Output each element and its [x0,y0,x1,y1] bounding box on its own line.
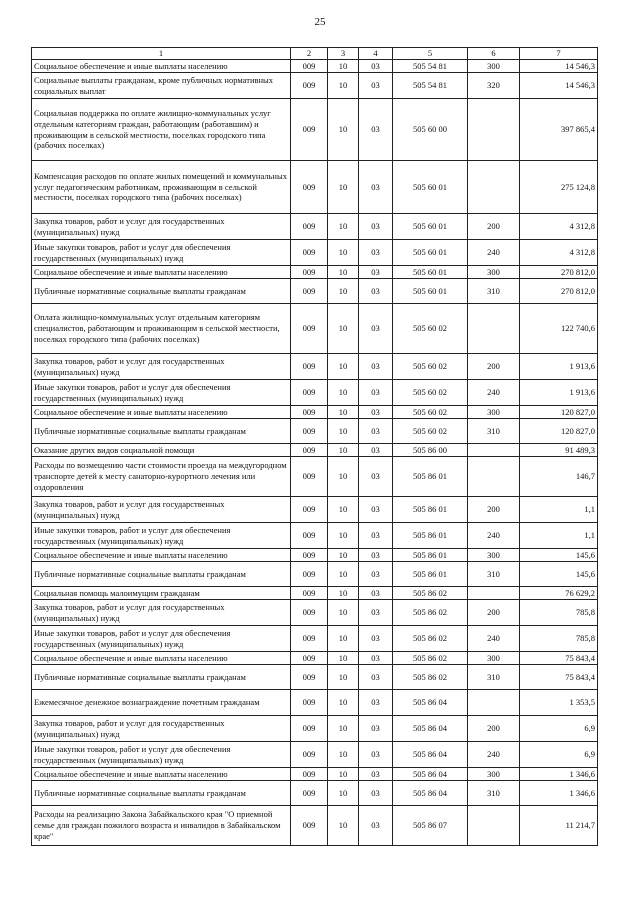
row-amount: 14 546,3 [520,73,598,99]
row-name-cell: Компенсация расходов по оплате жилых помещений и коммунальных услуг педагогическим работникам, проживающим в сельской местности, поселках городского типа (рабочих поселках) [32,161,291,214]
row-section-code: 10 [328,626,359,652]
row-target-article-code: 505 60 01 [393,279,468,304]
row-target-article-code: 505 60 01 [393,161,468,214]
row-subsection-code: 03 [359,214,393,240]
row-name-cell: Социальное обеспечение и иные выплаты населению [32,768,291,781]
row-name-cell: Публичные нормативные социальные выплаты гражданам [32,419,291,444]
header-col-2: 2 [291,48,328,60]
table-row [32,600,598,626]
table-row [32,419,598,444]
row-target-article-code: 505 54 81 [393,73,468,99]
row-ministry-code: 009 [291,214,328,240]
row-expense-type-code: 300 [468,406,520,419]
row-ministry-code: 009 [291,652,328,665]
row-expense-type-code: 200 [468,716,520,742]
row-section-code: 10 [328,354,359,380]
row-target-article-code: 505 54 81 [393,60,468,73]
row-ministry-code: 009 [291,665,328,690]
row-ministry-code: 009 [291,523,328,549]
row-subsection-code: 03 [359,549,393,562]
row-target-article-code: 505 86 01 [393,549,468,562]
row-ministry-code: 009 [291,60,328,73]
header-col-1: 1 [32,48,291,60]
row-name-cell: Иные закупки товаров, работ и услуг для обеспечения государственных (муниципальных) нужд [32,626,291,652]
row-expense-type-code [468,457,520,497]
row-amount: 1,1 [520,523,598,549]
row-section-code: 10 [328,279,359,304]
row-name-cell: Социальные выплаты гражданам, кроме публичных нормативных социальных выплат [32,73,291,99]
table-body [32,60,598,846]
row-ministry-code: 009 [291,742,328,768]
row-expense-type-code: 200 [468,214,520,240]
row-target-article-code: 505 60 02 [393,406,468,419]
row-ministry-code: 009 [291,304,328,354]
row-amount: 1,1 [520,497,598,523]
row-target-article-code: 505 60 01 [393,240,468,266]
row-amount: 6,9 [520,716,598,742]
row-section-code: 10 [328,419,359,444]
row-name-cell: Социальное обеспечение и иные выплаты населению [32,406,291,419]
row-expense-type-code [468,444,520,457]
row-subsection-code: 03 [359,380,393,406]
row-target-article-code: 505 60 02 [393,354,468,380]
row-section-code: 10 [328,600,359,626]
row-subsection-code: 03 [359,444,393,457]
row-amount: 397 865,4 [520,99,598,161]
row-subsection-code: 03 [359,716,393,742]
row-name-cell: Социальная поддержка по оплате жилищно-коммунальных услуг отдельным категориям граждан, работающим (работавшим) и проживающим в сельской местности, поселках городского типа (рабочих поселках) [32,99,291,161]
row-name-cell: Иные закупки товаров, работ и услуг для обеспечения государственных (муниципальных) нужд [32,523,291,549]
row-section-code: 10 [328,690,359,716]
row-section-code: 10 [328,562,359,587]
row-expense-type-code: 310 [468,419,520,444]
row-ministry-code: 009 [291,626,328,652]
row-section-code: 10 [328,587,359,600]
row-section-code: 10 [328,665,359,690]
row-subsection-code: 03 [359,806,393,846]
row-section-code: 10 [328,266,359,279]
row-ministry-code: 009 [291,549,328,562]
row-name-cell: Закупка товаров, работ и услуг для государственных (муниципальных) нужд [32,716,291,742]
row-expense-type-code [468,304,520,354]
row-subsection-code: 03 [359,60,393,73]
row-amount: 270 812,0 [520,279,598,304]
row-ministry-code: 009 [291,240,328,266]
row-expense-type-code: 310 [468,665,520,690]
table-row [32,161,598,214]
row-subsection-code: 03 [359,562,393,587]
table-row [32,587,598,600]
row-expense-type-code [468,690,520,716]
row-ministry-code: 009 [291,73,328,99]
row-amount: 91 489,3 [520,444,598,457]
row-section-code: 10 [328,768,359,781]
row-name-cell: Оказание других видов социальной помощи [32,444,291,457]
row-name-cell: Закупка товаров, работ и услуг для государственных (муниципальных) нужд [32,497,291,523]
table-row [32,549,598,562]
row-section-code: 10 [328,781,359,806]
row-section-code: 10 [328,806,359,846]
row-target-article-code: 505 60 00 [393,99,468,161]
table-row [32,354,598,380]
row-subsection-code: 03 [359,690,393,716]
row-amount: 120 827,0 [520,406,598,419]
row-name-cell: Публичные нормативные социальные выплаты гражданам [32,781,291,806]
row-expense-type-code: 200 [468,600,520,626]
table-row [32,99,598,161]
row-section-code: 10 [328,716,359,742]
row-name-cell: Социальная помощь малоимущим гражданам [32,587,291,600]
row-section-code: 10 [328,161,359,214]
row-section-code: 10 [328,380,359,406]
row-expense-type-code: 200 [468,354,520,380]
row-section-code: 10 [328,523,359,549]
table-row [32,652,598,665]
row-name-cell: Публичные нормативные социальные выплаты гражданам [32,665,291,690]
row-section-code: 10 [328,406,359,419]
row-expense-type-code [468,587,520,600]
row-section-code: 10 [328,304,359,354]
table-row [32,214,598,240]
table-row [32,380,598,406]
row-name-cell: Иные закупки товаров, работ и услуг для обеспечения государственных (муниципальных) нужд [32,742,291,768]
row-subsection-code: 03 [359,768,393,781]
row-ministry-code: 009 [291,600,328,626]
row-subsection-code: 03 [359,419,393,444]
row-amount: 1 913,6 [520,354,598,380]
row-amount: 14 546,3 [520,60,598,73]
table-header-row [32,48,598,60]
row-expense-type-code: 300 [468,652,520,665]
row-expense-type-code: 310 [468,562,520,587]
row-subsection-code: 03 [359,497,393,523]
row-name-cell: Социальное обеспечение и иные выплаты населению [32,549,291,562]
row-target-article-code: 505 86 01 [393,497,468,523]
table-row [32,406,598,419]
row-amount: 146,7 [520,457,598,497]
row-section-code: 10 [328,652,359,665]
table-row [32,240,598,266]
row-ministry-code: 009 [291,768,328,781]
row-amount: 785,8 [520,600,598,626]
row-name-cell: Ежемесячное денежное вознаграждение почетным гражданам [32,690,291,716]
row-amount: 145,6 [520,549,598,562]
table-row [32,266,598,279]
row-target-article-code: 505 60 01 [393,266,468,279]
row-amount: 145,6 [520,562,598,587]
row-target-article-code: 505 86 02 [393,626,468,652]
row-amount: 1 913,6 [520,380,598,406]
row-amount: 75 843,4 [520,665,598,690]
row-name-cell: Расходы по возмещению части стоимости проезда на междугородном транспорте детей к месту санаторно-курортного лечения или оздоровления [32,457,291,497]
row-ministry-code: 009 [291,99,328,161]
row-name-cell: Социальное обеспечение и иные выплаты населению [32,60,291,73]
row-expense-type-code: 200 [468,497,520,523]
row-ministry-code: 009 [291,354,328,380]
row-target-article-code: 505 86 01 [393,562,468,587]
row-subsection-code: 03 [359,266,393,279]
row-section-code: 10 [328,742,359,768]
header-col-5: 5 [393,48,468,60]
row-name-cell: Расходы на реализацию Закона Забайкальского края "О приемной семье для граждан пожилого возраста и инвалидов в Забайкальском крае" [32,806,291,846]
row-ministry-code: 009 [291,380,328,406]
row-amount: 120 827,0 [520,419,598,444]
row-subsection-code: 03 [359,652,393,665]
row-name-cell: Оплата жилищно-коммунальных услуг отдельным категориям специалистов, работающим и проживающим в сельской местности, поселках городского типа (рабочих поселках) [32,304,291,354]
row-subsection-code: 03 [359,73,393,99]
row-name-cell: Закупка товаров, работ и услуг для государственных (муниципальных) нужд [32,600,291,626]
row-name-cell: Закупка товаров, работ и услуг для государственных (муниципальных) нужд [32,214,291,240]
row-amount: 6,9 [520,742,598,768]
row-section-code: 10 [328,60,359,73]
row-ministry-code: 009 [291,806,328,846]
row-target-article-code: 505 86 07 [393,806,468,846]
row-target-article-code: 505 86 01 [393,457,468,497]
row-subsection-code: 03 [359,523,393,549]
row-expense-type-code: 240 [468,240,520,266]
row-ministry-code: 009 [291,444,328,457]
row-subsection-code: 03 [359,99,393,161]
row-target-article-code: 505 60 02 [393,419,468,444]
row-name-cell: Иные закупки товаров, работ и услуг для обеспечения государственных (муниципальных) нужд [32,240,291,266]
row-target-article-code: 505 86 00 [393,444,468,457]
row-section-code: 10 [328,444,359,457]
row-expense-type-code: 240 [468,742,520,768]
page-number: 25 [314,16,326,28]
row-amount: 1 346,6 [520,768,598,781]
row-amount: 785,8 [520,626,598,652]
row-ministry-code: 009 [291,406,328,419]
table-row [32,690,598,716]
table-row [32,523,598,549]
row-subsection-code: 03 [359,742,393,768]
row-expense-type-code: 320 [468,73,520,99]
row-ministry-code: 009 [291,161,328,214]
row-subsection-code: 03 [359,279,393,304]
row-ministry-code: 009 [291,457,328,497]
row-amount: 11 214,7 [520,806,598,846]
row-name-cell: Социальное обеспечение и иные выплаты населению [32,266,291,279]
row-section-code: 10 [328,99,359,161]
row-expense-type-code: 300 [468,266,520,279]
row-ministry-code: 009 [291,497,328,523]
row-target-article-code: 505 86 02 [393,652,468,665]
row-expense-type-code [468,806,520,846]
row-target-article-code: 505 86 02 [393,587,468,600]
row-ministry-code: 009 [291,419,328,444]
row-expense-type-code [468,161,520,214]
row-section-code: 10 [328,73,359,99]
row-ministry-code: 009 [291,587,328,600]
row-ministry-code: 009 [291,279,328,304]
row-amount: 76 629,2 [520,587,598,600]
row-amount: 75 843,4 [520,652,598,665]
row-amount: 270 812,0 [520,266,598,279]
table-row [32,806,598,846]
row-section-code: 10 [328,240,359,266]
row-target-article-code: 505 60 01 [393,214,468,240]
row-amount: 4 312,8 [520,240,598,266]
budget-table [31,47,598,846]
table-row [32,73,598,99]
row-subsection-code: 03 [359,354,393,380]
row-subsection-code: 03 [359,781,393,806]
row-subsection-code: 03 [359,626,393,652]
row-amount: 275 124,8 [520,161,598,214]
table-row [32,457,598,497]
row-subsection-code: 03 [359,457,393,497]
row-target-article-code: 505 86 04 [393,742,468,768]
row-expense-type-code: 300 [468,60,520,73]
row-section-code: 10 [328,497,359,523]
row-expense-type-code: 240 [468,626,520,652]
row-name-cell: Социальное обеспечение и иные выплаты населению [32,652,291,665]
row-expense-type-code: 310 [468,781,520,806]
row-target-article-code: 505 86 02 [393,600,468,626]
row-expense-type-code: 240 [468,380,520,406]
row-subsection-code: 03 [359,665,393,690]
row-target-article-code: 505 86 02 [393,665,468,690]
row-amount: 4 312,8 [520,214,598,240]
row-expense-type-code: 300 [468,768,520,781]
row-ministry-code: 009 [291,266,328,279]
table-row [32,768,598,781]
row-subsection-code: 03 [359,406,393,419]
row-subsection-code: 03 [359,600,393,626]
row-target-article-code: 505 86 04 [393,716,468,742]
table-row [32,742,598,768]
table-row [32,781,598,806]
row-expense-type-code: 300 [468,549,520,562]
row-amount: 122 740,6 [520,304,598,354]
row-target-article-code: 505 60 02 [393,304,468,354]
row-expense-type-code: 310 [468,279,520,304]
row-target-article-code: 505 86 04 [393,781,468,806]
header-col-4: 4 [359,48,393,60]
row-name-cell: Публичные нормативные социальные выплаты гражданам [32,562,291,587]
row-target-article-code: 505 86 04 [393,768,468,781]
row-amount: 1 353,5 [520,690,598,716]
table-row [32,444,598,457]
header-col-3: 3 [328,48,359,60]
row-name-cell: Иные закупки товаров, работ и услуг для обеспечения государственных (муниципальных) нужд [32,380,291,406]
row-section-code: 10 [328,457,359,497]
table-row [32,497,598,523]
table-row [32,665,598,690]
row-section-code: 10 [328,214,359,240]
row-subsection-code: 03 [359,240,393,266]
row-name-cell: Закупка товаров, работ и услуг для государственных (муниципальных) нужд [32,354,291,380]
table-row [32,716,598,742]
row-ministry-code: 009 [291,716,328,742]
row-target-article-code: 505 60 02 [393,380,468,406]
row-subsection-code: 03 [359,304,393,354]
row-name-cell: Публичные нормативные социальные выплаты гражданам [32,279,291,304]
table-row [32,304,598,354]
row-expense-type-code: 240 [468,523,520,549]
row-ministry-code: 009 [291,562,328,587]
row-target-article-code: 505 86 01 [393,523,468,549]
table-row [32,279,598,304]
table-row [32,562,598,587]
table-row [32,60,598,73]
header-col-7: 7 [520,48,598,60]
row-subsection-code: 03 [359,587,393,600]
row-section-code: 10 [328,549,359,562]
row-ministry-code: 009 [291,690,328,716]
row-expense-type-code [468,99,520,161]
table-row [32,626,598,652]
row-subsection-code: 03 [359,161,393,214]
row-target-article-code: 505 86 04 [393,690,468,716]
row-amount: 1 346,6 [520,781,598,806]
header-col-6: 6 [468,48,520,60]
row-ministry-code: 009 [291,781,328,806]
